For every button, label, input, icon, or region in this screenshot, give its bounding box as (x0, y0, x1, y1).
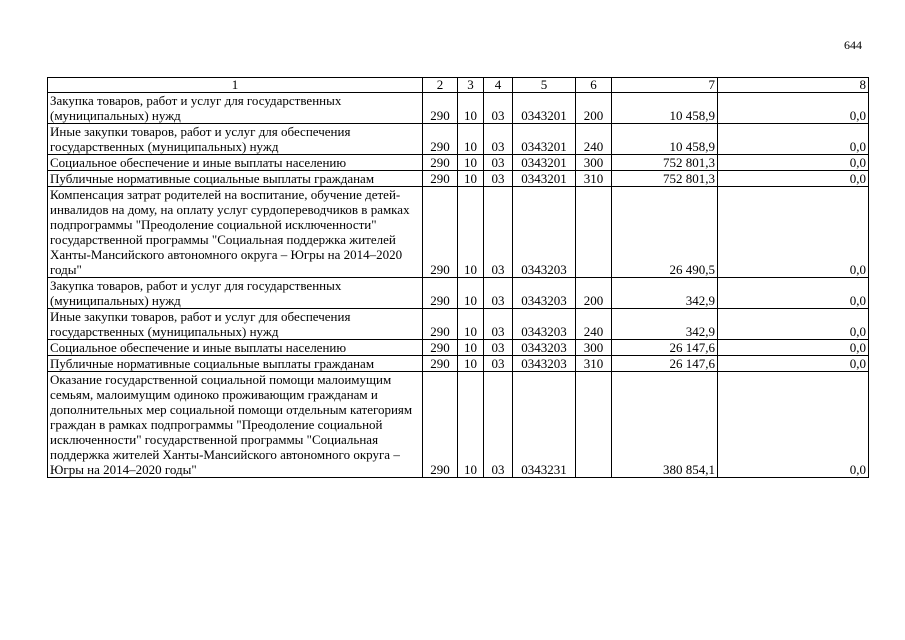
row-amount-cell: 752 801,3 (612, 171, 718, 187)
row-subsection-cell: 03 (484, 171, 513, 187)
row-expense-type-cell: 240 (576, 124, 612, 155)
budget-table (47, 77, 869, 478)
table-row (48, 309, 869, 340)
row-code-cell: 290 (423, 93, 458, 124)
header-row (48, 78, 869, 93)
row-code-cell: 290 (423, 124, 458, 155)
row-target-article-cell: 0343201 (513, 124, 576, 155)
row-name-cell: Публичные нормативные социальные выплаты гражданам (48, 356, 423, 372)
row-amount-cell: 342,9 (612, 278, 718, 309)
row-amount-2-cell: 0,0 (718, 124, 869, 155)
row-expense-type-cell: 310 (576, 356, 612, 372)
row-name-cell: Компенсация затрат родителей на воспитание, обучение детей-инвалидов на дому, на оплату услуг сурдопереводчиков в рамках подпрограммы "Преодоление социальной исключенности" государственной программы "Социальная поддержка жителей Ханты-Мансийского автономного округа – Югры на 2014–2020 годы" (48, 187, 423, 278)
table-row (48, 278, 869, 309)
row-amount-cell: 10 458,9 (612, 124, 718, 155)
row-expense-type-cell (576, 372, 612, 478)
row-amount-cell: 10 458,9 (612, 93, 718, 124)
row-amount-2-cell: 0,0 (718, 372, 869, 478)
table-row (48, 93, 869, 124)
row-amount-cell: 752 801,3 (612, 155, 718, 171)
row-section-cell: 10 (458, 372, 484, 478)
header-cell-2: 2 (423, 78, 458, 93)
row-amount-2-cell: 0,0 (718, 187, 869, 278)
row-subsection-cell: 03 (484, 356, 513, 372)
header-cell-7: 7 (612, 78, 718, 93)
row-amount-cell: 380 854,1 (612, 372, 718, 478)
page-number: 644 (844, 38, 862, 52)
header-cell-4: 4 (484, 78, 513, 93)
row-subsection-cell: 03 (484, 372, 513, 478)
row-amount-2-cell: 0,0 (718, 155, 869, 171)
row-target-article-cell: 0343203 (513, 356, 576, 372)
row-subsection-cell: 03 (484, 309, 513, 340)
row-code-cell: 290 (423, 309, 458, 340)
row-name-cell: Социальное обеспечение и иные выплаты населению (48, 340, 423, 356)
row-subsection-cell: 03 (484, 187, 513, 278)
row-code-cell: 290 (423, 356, 458, 372)
header-cell-8: 8 (718, 78, 869, 93)
row-name-cell: Закупка товаров, работ и услуг для государственных (муниципальных) нужд (48, 278, 423, 309)
row-target-article-cell: 0343201 (513, 93, 576, 124)
row-expense-type-cell: 240 (576, 309, 612, 340)
row-expense-type-cell (576, 187, 612, 278)
row-subsection-cell: 03 (484, 124, 513, 155)
row-name-cell: Иные закупки товаров, работ и услуг для обеспечения государственных (муниципальных) нужд (48, 124, 423, 155)
row-target-article-cell: 0343201 (513, 171, 576, 187)
row-amount-2-cell: 0,0 (718, 356, 869, 372)
row-expense-type-cell: 300 (576, 155, 612, 171)
row-amount-2-cell: 0,0 (718, 340, 869, 356)
row-amount-2-cell: 0,0 (718, 309, 869, 340)
row-expense-type-cell: 300 (576, 340, 612, 356)
row-section-cell: 10 (458, 356, 484, 372)
row-name-cell: Закупка товаров, работ и услуг для государственных (муниципальных) нужд (48, 93, 423, 124)
row-section-cell: 10 (458, 187, 484, 278)
table-row (48, 124, 869, 155)
table-row (48, 340, 869, 356)
table-row (48, 187, 869, 278)
row-amount-cell: 342,9 (612, 309, 718, 340)
row-name-cell: Оказание государственной социальной помощи малоимущим семьям, малоимущим одиноко проживающим гражданам и дополнительных мер социальной помощи отдельным категориям граждан в рамках подпрограммы "Преодоление социальной исключенности" государственной программы "Социальная поддержка жителей Ханты-Мансийского автономного округа – Югры на 2014–2020 годы" (48, 372, 423, 478)
row-subsection-cell: 03 (484, 93, 513, 124)
row-code-cell: 290 (423, 372, 458, 478)
row-code-cell: 290 (423, 187, 458, 278)
row-code-cell: 290 (423, 340, 458, 356)
row-code-cell: 290 (423, 171, 458, 187)
header-cell-3: 3 (458, 78, 484, 93)
row-target-article-cell: 0343203 (513, 309, 576, 340)
row-expense-type-cell: 200 (576, 278, 612, 309)
row-expense-type-cell: 310 (576, 171, 612, 187)
row-section-cell: 10 (458, 278, 484, 309)
row-target-article-cell: 0343203 (513, 187, 576, 278)
row-amount-cell: 26 147,6 (612, 340, 718, 356)
row-expense-type-cell: 200 (576, 93, 612, 124)
row-name-cell: Публичные нормативные социальные выплаты гражданам (48, 171, 423, 187)
row-target-article-cell: 0343201 (513, 155, 576, 171)
row-section-cell: 10 (458, 155, 484, 171)
row-subsection-cell: 03 (484, 340, 513, 356)
table-row (48, 155, 869, 171)
row-code-cell: 290 (423, 155, 458, 171)
row-amount-2-cell: 0,0 (718, 278, 869, 309)
table-row (48, 171, 869, 187)
row-amount-2-cell: 0,0 (718, 93, 869, 124)
row-section-cell: 10 (458, 171, 484, 187)
table-row (48, 372, 869, 478)
header-cell-5: 5 (513, 78, 576, 93)
row-code-cell: 290 (423, 278, 458, 309)
row-section-cell: 10 (458, 340, 484, 356)
row-section-cell: 10 (458, 124, 484, 155)
row-target-article-cell: 0343203 (513, 340, 576, 356)
row-amount-cell: 26 490,5 (612, 187, 718, 278)
row-name-cell: Иные закупки товаров, работ и услуг для обеспечения государственных (муниципальных) нужд (48, 309, 423, 340)
table-row (48, 356, 869, 372)
row-amount-2-cell: 0,0 (718, 171, 869, 187)
row-subsection-cell: 03 (484, 278, 513, 309)
header-cell-1: 1 (48, 78, 423, 93)
row-section-cell: 10 (458, 93, 484, 124)
header-cell-6: 6 (576, 78, 612, 93)
row-amount-cell: 26 147,6 (612, 356, 718, 372)
row-name-cell: Социальное обеспечение и иные выплаты населению (48, 155, 423, 171)
row-target-article-cell: 0343231 (513, 372, 576, 478)
row-subsection-cell: 03 (484, 155, 513, 171)
row-section-cell: 10 (458, 309, 484, 340)
row-target-article-cell: 0343203 (513, 278, 576, 309)
